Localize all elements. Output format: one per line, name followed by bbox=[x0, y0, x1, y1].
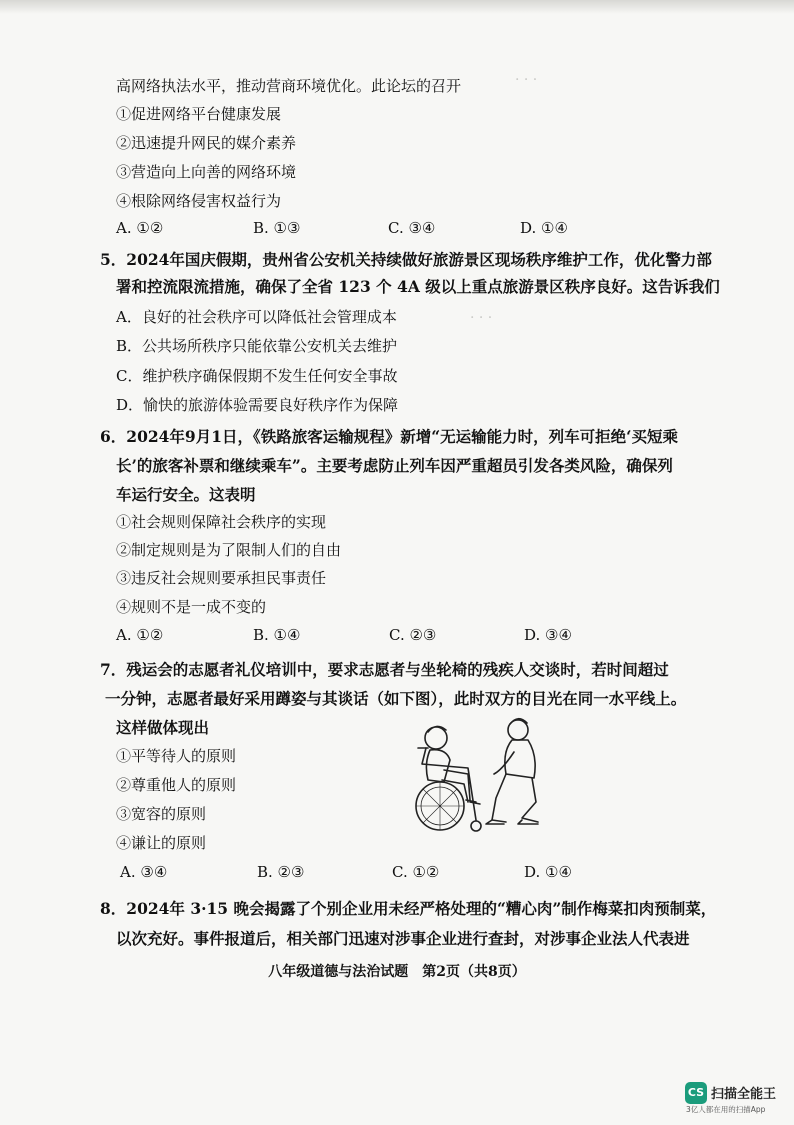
q8-stem-1: 8．2024年 3·15 晚会揭露了个别企业用未经严格处理的“糟心肉”制作梅菜扣肉预制菜， bbox=[100, 899, 717, 918]
q7-option-a: A. ③④ bbox=[120, 863, 168, 881]
q7-option-d: D. ①④ bbox=[524, 863, 572, 881]
q5-stem-2: 署和控流限流措施，确保了全省 123 个 4A 级以上重点旅游景区秩序良好。这告诉我们 bbox=[116, 277, 720, 296]
q4-continuation: 高网络执法水平，推动营商环境优化。此论坛的召开 bbox=[116, 77, 462, 95]
q5-option-c: C．维护秩序确保假期不发生任何安全事故 bbox=[116, 367, 398, 385]
q6-stem-2: 长’的旅客补票和继续乘车”。主要考虑防止列车因严重超员引发各类风险，确保列 bbox=[116, 456, 673, 475]
q7-option-b: B. ②③ bbox=[257, 863, 305, 881]
camscanner-watermark-tagline: 3亿人都在用的扫描App bbox=[686, 1105, 766, 1114]
q4-item-2: ②迅速提升网民的媒介素养 bbox=[116, 134, 297, 152]
q5-stem-1: 5．2024年国庆假期，贵州省公安机关持续做好旅游景区现场秩序维护工作，优化警力部 bbox=[100, 250, 712, 269]
volunteer-arm bbox=[494, 752, 514, 774]
q7-item-4: ④谦让的原则 bbox=[116, 834, 207, 852]
q6-stem-1: 6．2024年9月1日，《铁路旅客运输规程》新增“无运输能力时，列车可拒绝‘买短乘 bbox=[100, 427, 679, 446]
q5-option-d: D．愉快的旅游体验需要良好秩序作为保障 bbox=[116, 396, 399, 414]
q4-option-a: A. ①② bbox=[116, 219, 164, 237]
q5-option-a: A．良好的社会秩序可以降低社会管理成本 bbox=[116, 308, 397, 326]
q6-option-d: D. ③④ bbox=[524, 626, 572, 644]
q6-option-c: C. ②③ bbox=[389, 626, 437, 644]
wheelchair-conversation-illustration bbox=[400, 708, 550, 838]
seated-person-head bbox=[425, 727, 447, 749]
q7-stem-3: 这样做体现出 bbox=[116, 718, 210, 737]
q7-item-1: ①平等待人的原则 bbox=[116, 747, 237, 765]
q6-option-b: B. ①④ bbox=[253, 626, 301, 644]
q6-option-a: A. ①② bbox=[116, 626, 164, 644]
q5-option-b: B．公共场所秩序只能依靠公安机关去维护 bbox=[116, 337, 398, 355]
q4-item-3: ③营造向上向善的网络环境 bbox=[116, 163, 297, 181]
q6-item-2: ②制定规则是为了限制人们的自由 bbox=[116, 541, 342, 559]
q6-item-3: ③违反社会规则要承担民事责任 bbox=[116, 569, 327, 587]
q4-item-4: ④根除网络侵害权益行为 bbox=[116, 192, 282, 210]
q7-item-2: ②尊重他人的原则 bbox=[116, 776, 237, 794]
bleed-through: · · · bbox=[470, 310, 493, 326]
q4-option-c: C. ③④ bbox=[388, 219, 436, 237]
q7-stem-2: 一分钟，志愿者最好采用蹲姿与其谈话（如下图），此时双方的目光在同一水平线上。 bbox=[105, 689, 687, 708]
page-footer: 八年级道德与法治试题 第2页（共8页） bbox=[268, 964, 526, 980]
wheelchair-caster bbox=[471, 821, 481, 831]
q6-item-4: ④规则不是一成不变的 bbox=[116, 598, 267, 616]
q6-item-1: ①社会规则保障社会秩序的实现 bbox=[116, 513, 327, 531]
scan-edge bbox=[0, 0, 794, 14]
volunteer-legs bbox=[492, 774, 506, 822]
bleed-through: · · · bbox=[515, 72, 538, 88]
camscanner-logo-icon: CS bbox=[685, 1082, 707, 1104]
q4-option-d: D. ①④ bbox=[520, 219, 568, 237]
q7-item-3: ③宽容的原则 bbox=[116, 805, 207, 823]
q7-option-c: C. ①② bbox=[392, 863, 440, 881]
q6-stem-3: 车运行安全。这表明 bbox=[116, 485, 256, 504]
q8-stem-2: 以次充好。事件报道后，相关部门迅速对涉事企业进行查封，对涉事企业法人代表进 bbox=[116, 929, 690, 948]
q7-stem-1: 7．残运会的志愿者礼仪培训中，要求志愿者与坐轮椅的残疾人交谈时，若时间超过 bbox=[100, 660, 669, 679]
camscanner-watermark-name: 扫描全能王 bbox=[711, 1087, 777, 1102]
q4-item-1: ①促进网络平台健康发展 bbox=[116, 105, 282, 123]
q4-option-b: B. ①③ bbox=[253, 219, 301, 237]
